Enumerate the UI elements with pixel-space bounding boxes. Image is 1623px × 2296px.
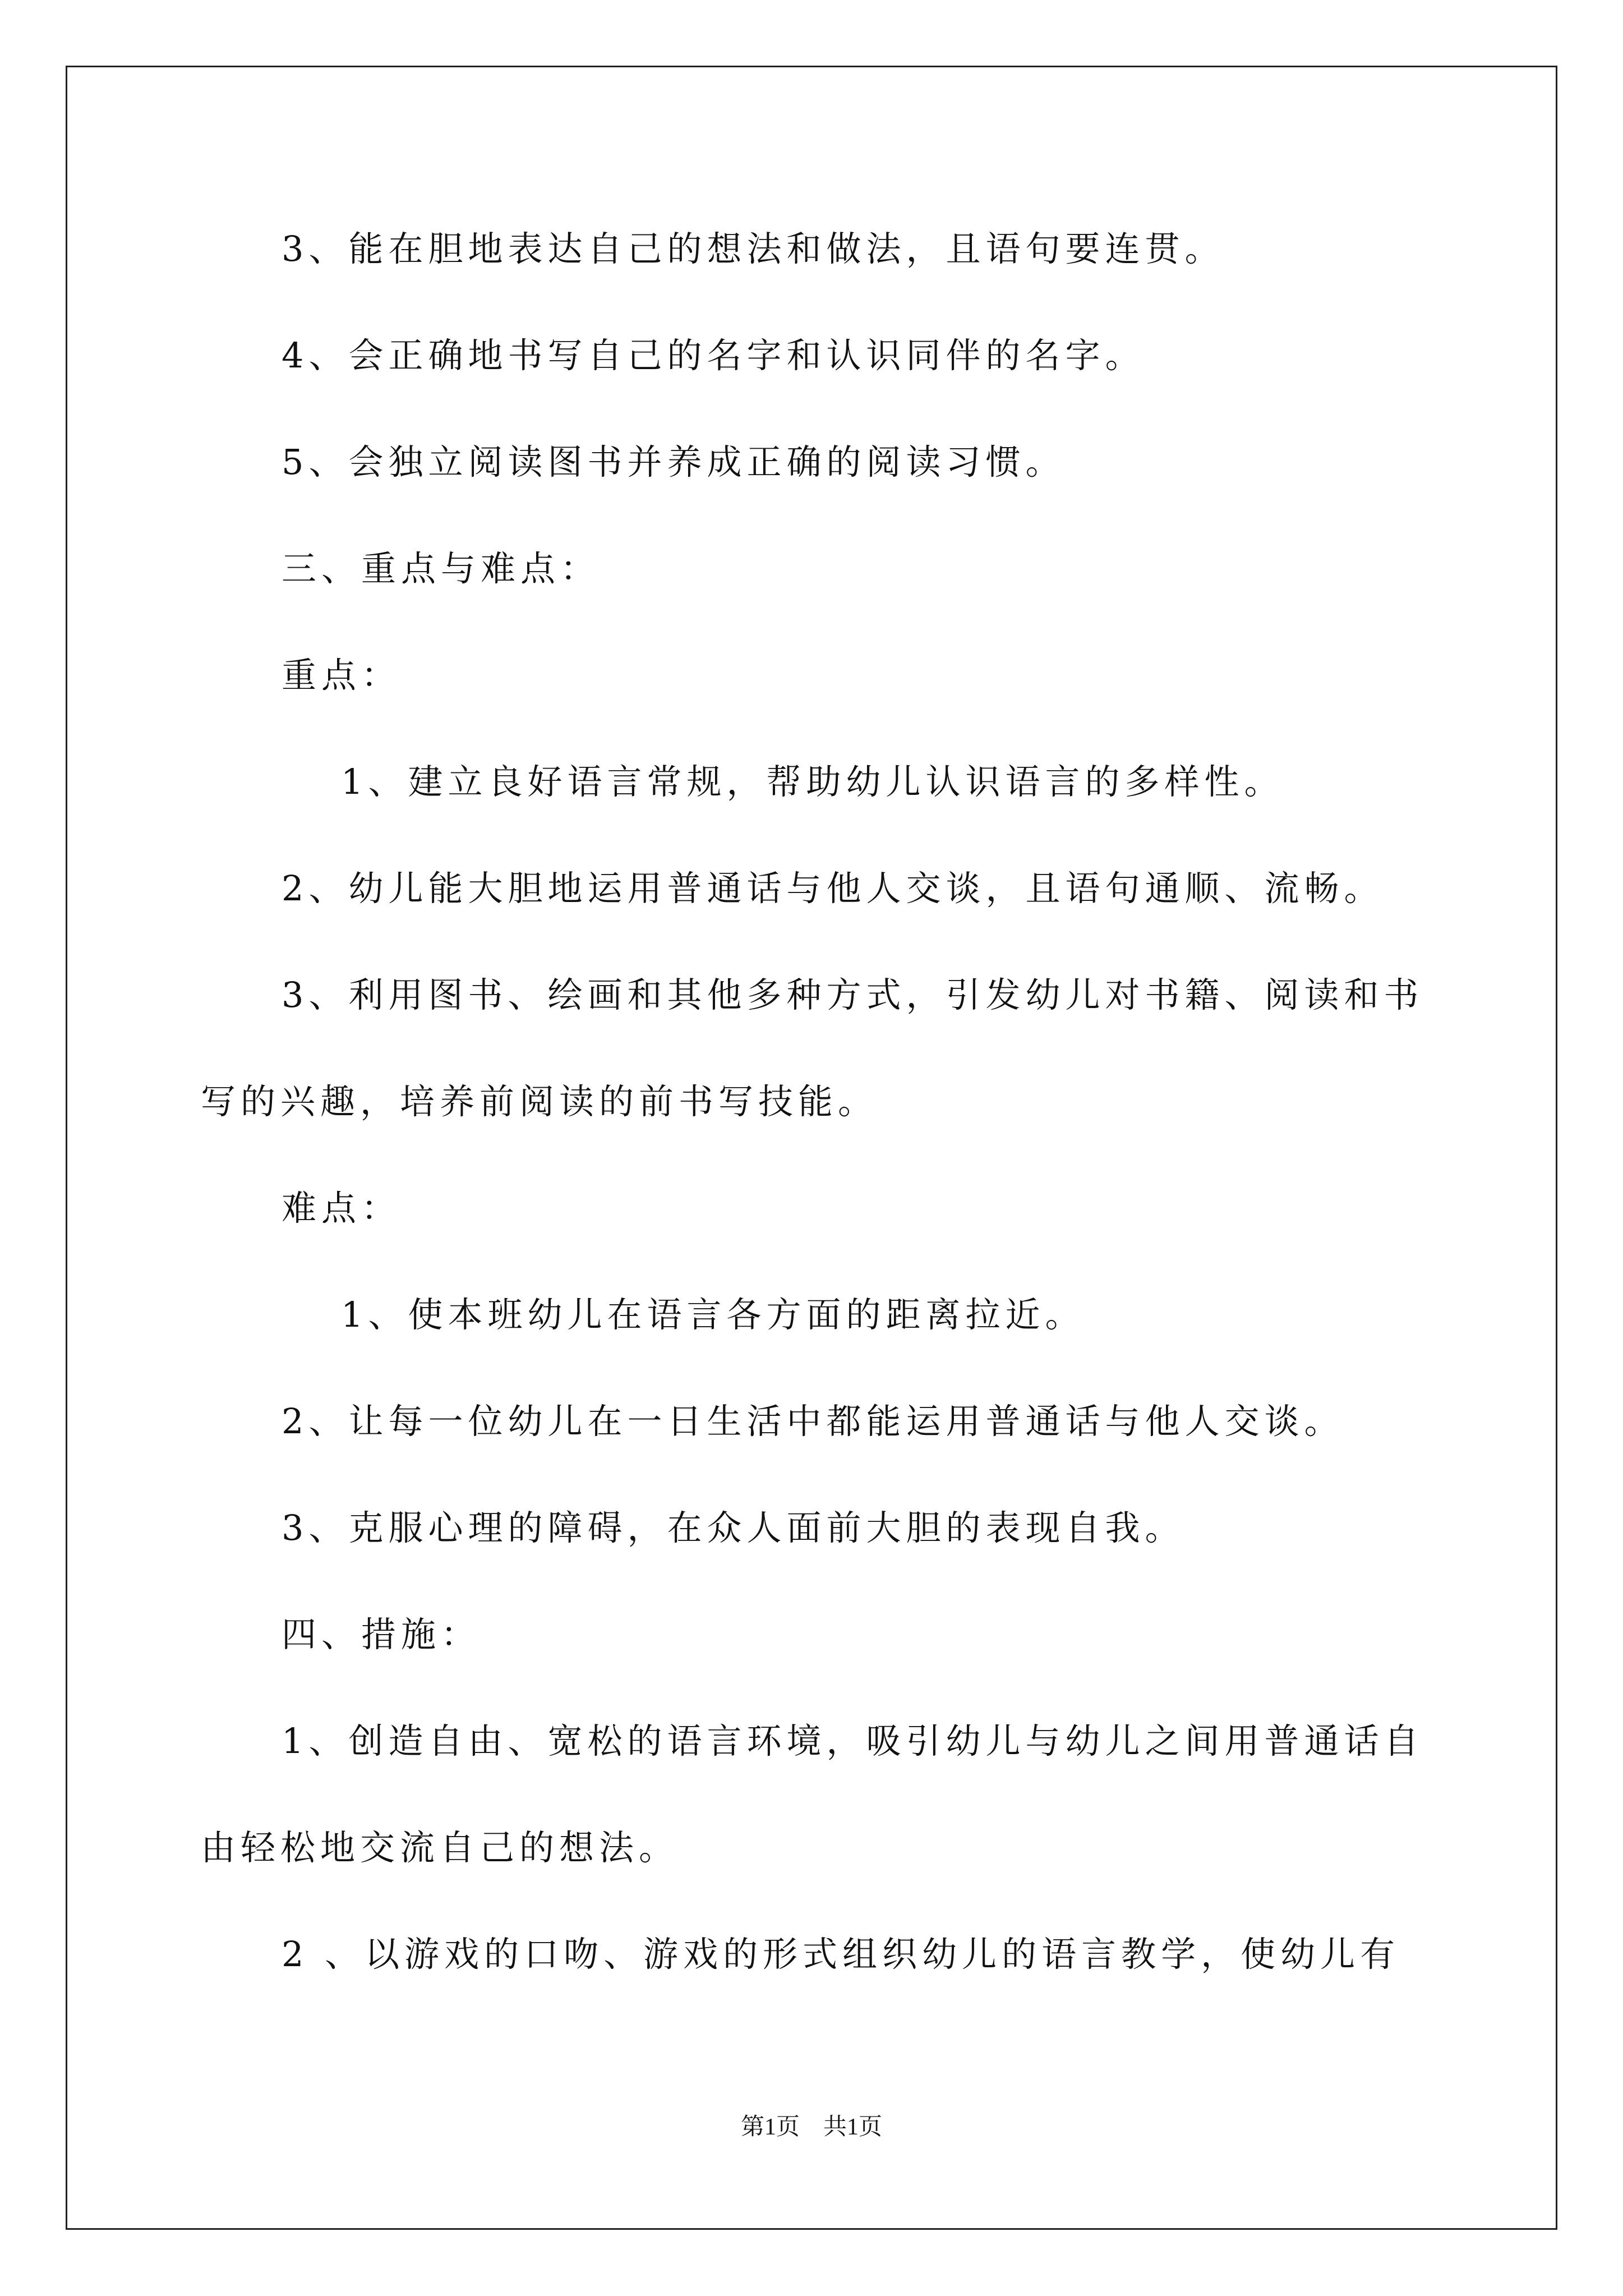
subheading-difficulty: 难点： <box>282 1188 402 1228</box>
section-heading-key-points: 三、重点与难点： <box>282 548 601 589</box>
paragraph-measure-1: 1、创造自由、宽松的语言环境，吸引幼儿与幼儿之间用普通话自 <box>282 1720 1424 1761</box>
paragraph-measure-1-cont: 由轻松地交流自己的想法。 <box>201 1827 679 1868</box>
paragraph-difficulty-1: 1、使本班幼儿在语言各方面的距离拉近。 <box>341 1294 1085 1335</box>
paragraph-focus-1: 1、建立良好语言常规，帮助幼儿认识语言的多样性。 <box>341 761 1284 802</box>
paragraph-difficulty-2: 2、让每一位幼儿在一日生活中都能运用普通话与他人交谈。 <box>282 1401 1344 1442</box>
paragraph-difficulty-3: 3、克服心理的障碍，在众人面前大胆的表现自我。 <box>282 1507 1185 1548</box>
paragraph-focus-3: 3、利用图书、绘画和其他多种方式，引发幼儿对书籍、阅读和书 <box>282 974 1424 1015</box>
subheading-focus: 重点： <box>282 655 402 696</box>
page-footer: 第1页 共1页 <box>740 2114 882 2140</box>
paragraph-goal-5: 5、会独立阅读图书并养成正确的阅读习惯。 <box>282 441 1066 482</box>
paragraph-focus-2: 2、幼儿能大胆地运用普通话与他人交谈，且语句通顺、流畅。 <box>282 868 1384 909</box>
paragraph-measure-2: 2 、以游戏的口吻、游戏的形式组织幼儿的语言教学，使幼儿有 <box>282 1934 1400 1975</box>
paragraph-focus-3-cont: 写的兴趣，培养前阅读的前书写技能。 <box>201 1081 878 1122</box>
paragraph-goal-3: 3、能在胆地表达自己的想法和做法，且语句要连贯。 <box>282 228 1225 269</box>
section-heading-measures: 四、措施： <box>282 1614 481 1655</box>
paragraph-goal-4: 4、会正确地书写自己的名字和认识同伴的名字。 <box>282 335 1145 376</box>
